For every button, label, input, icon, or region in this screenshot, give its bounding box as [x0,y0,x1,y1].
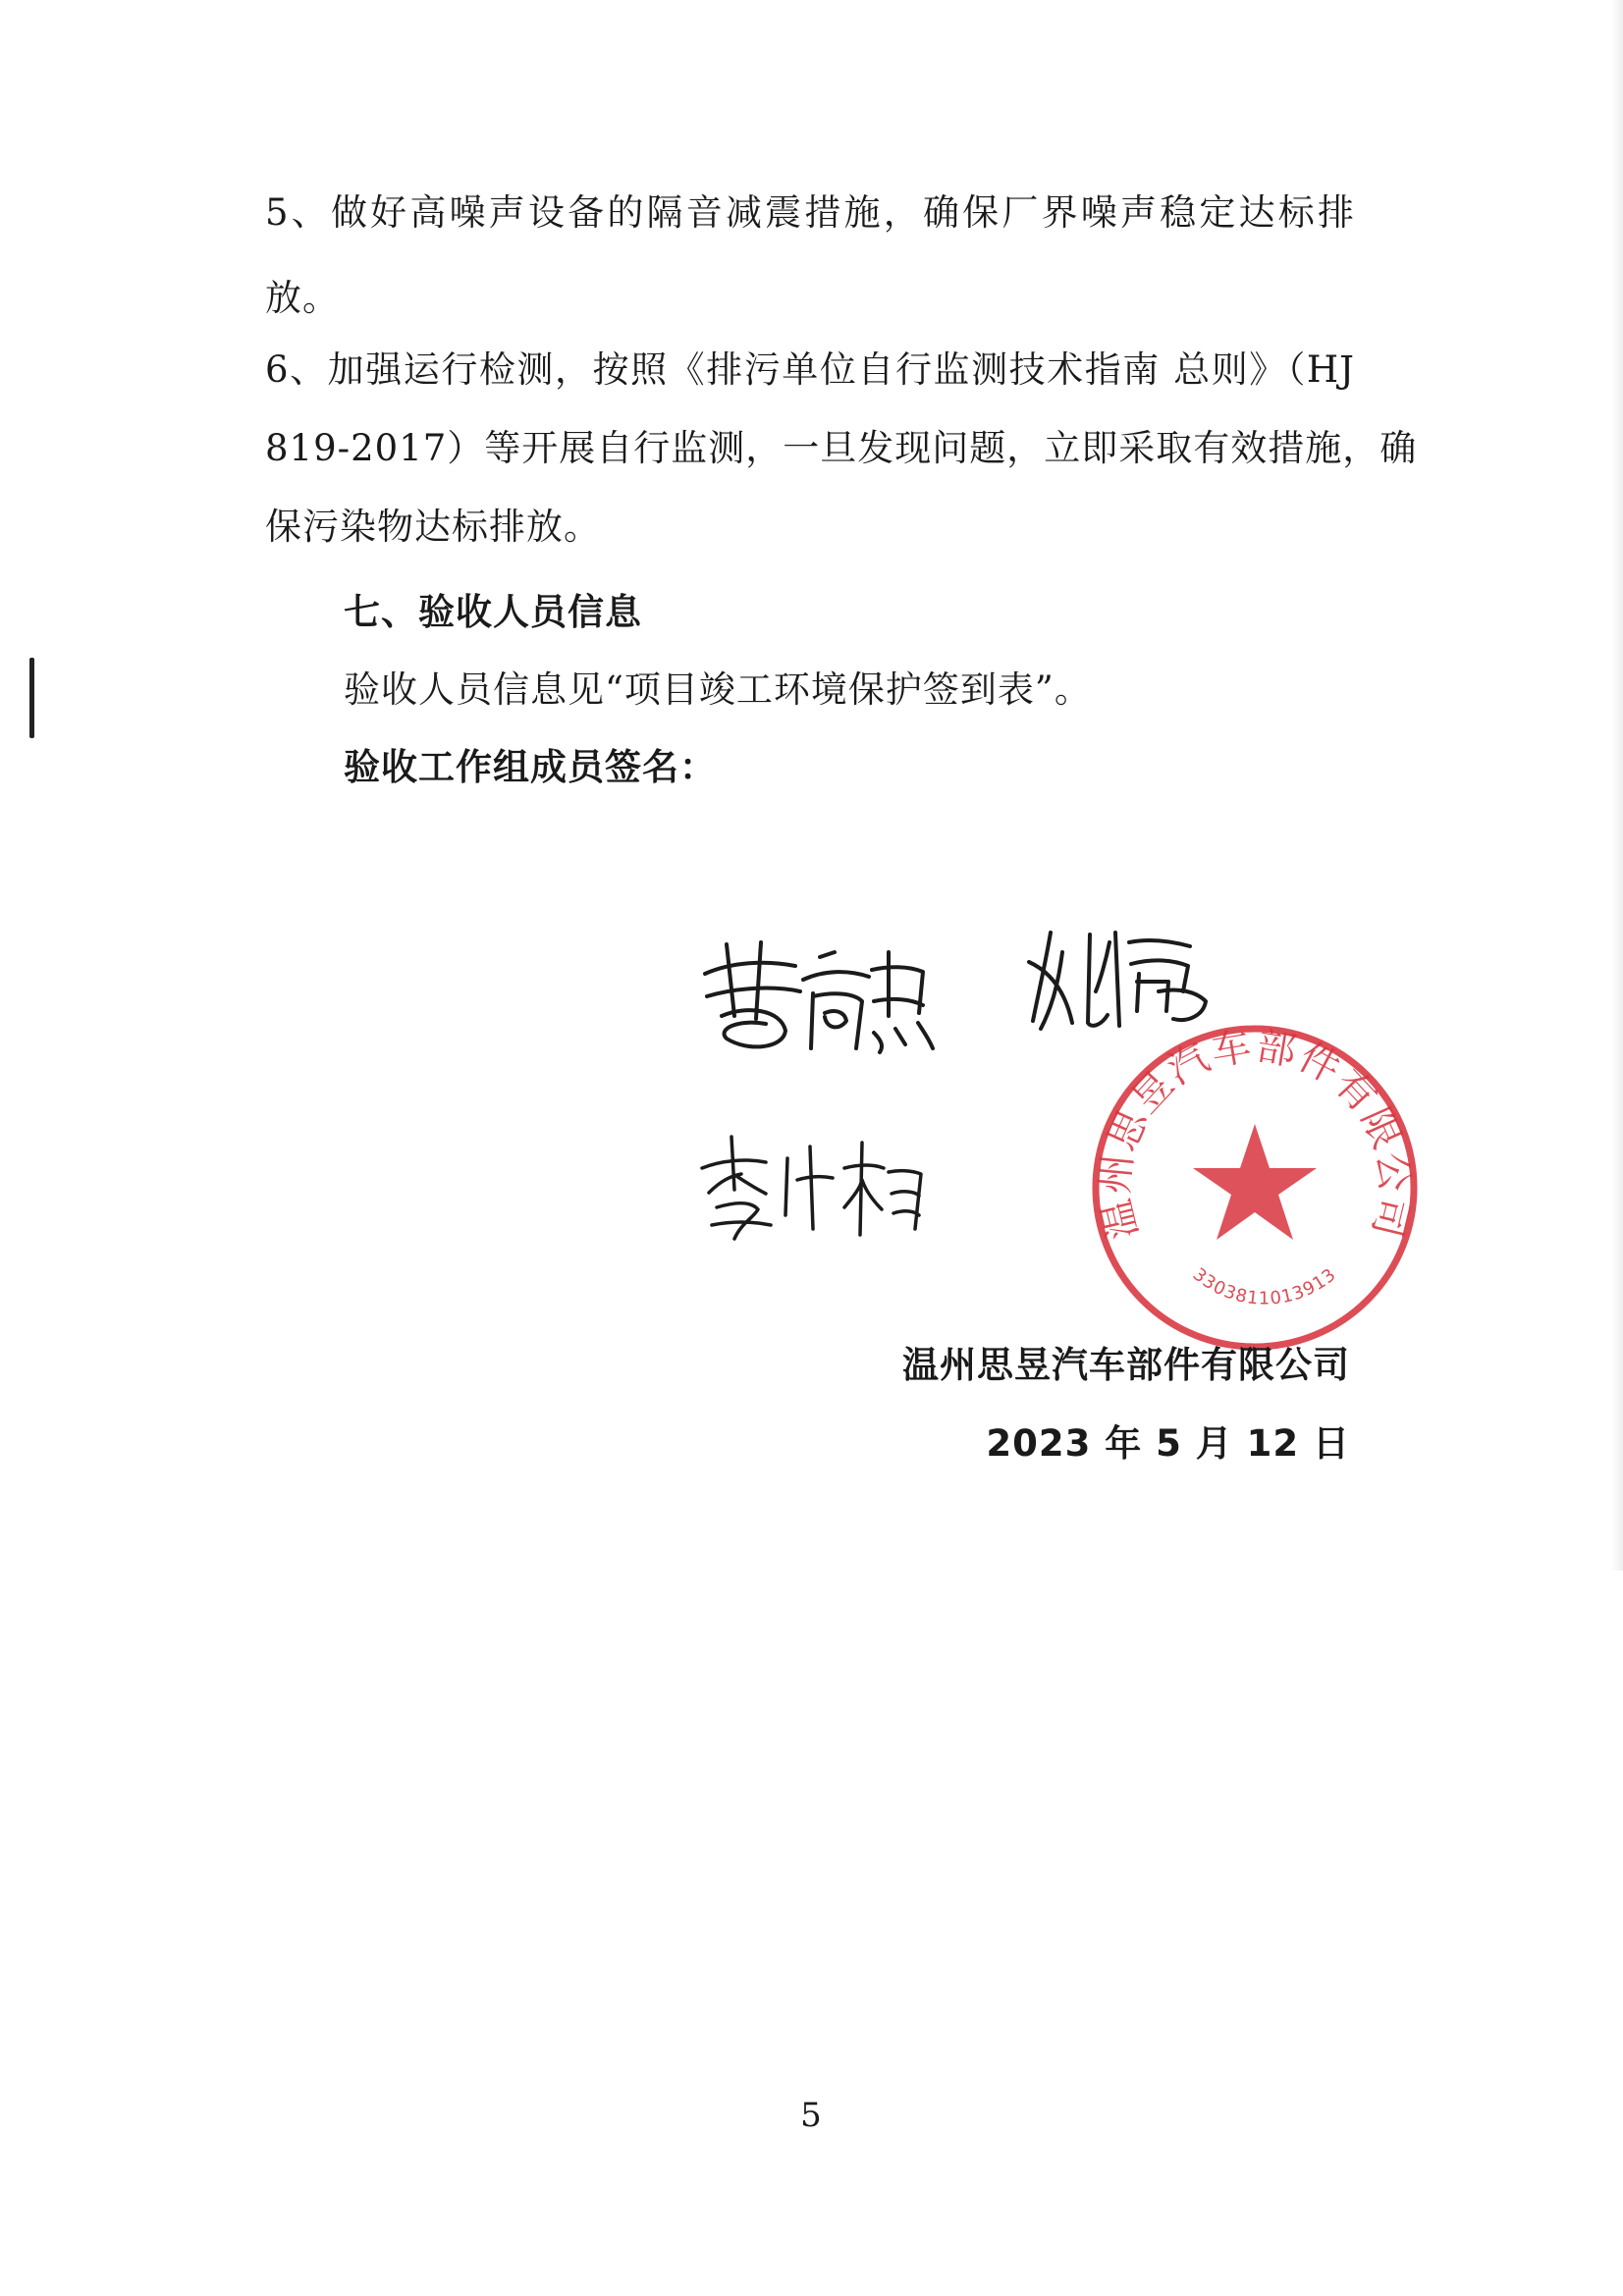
seal-star-icon [1193,1124,1317,1240]
signature-label: 验收工作组成员签名： [344,746,717,788]
section7-heading: 七、验收人员信息 [344,591,642,633]
signature-3-image [687,1119,933,1247]
company-seal [1078,1011,1432,1364]
item6-line2: 819-2017）等开展自行监测，一旦发现问题，立即采取有效措施，确 [265,427,1418,469]
footer-company: 温州思昱汽车部件有限公司 [902,1344,1350,1386]
seal-code-text: 3303811013913 [1188,1263,1341,1309]
scan-edge-mark [29,658,34,738]
svg-text:3303811013913 [1189,1264,1340,1309]
footer-date: 2023 年 5 月 12 日 [986,1422,1350,1465]
signature-1-image [687,923,943,1070]
item6-line1: 6、加强运行检测，按照《排污单位自行监测技术指南 总则》（HJ [265,348,1355,391]
item6-line3: 保污染物达标排放。 [265,506,601,548]
item5-line2: 放。 [265,277,340,319]
section7-text: 验收人员信息见“项目竣工环境保护签到表”。 [344,668,1092,711]
scan-right-shadow [1611,0,1623,1571]
seal-name-text: 温州思昱汽车部件有限公司 [1092,1023,1418,1244]
page-number: 5 [800,2096,823,2135]
item5-line1: 5、做好高噪声设备的隔音减震措施，确保厂界噪声稳定达标排 [265,191,1355,234]
